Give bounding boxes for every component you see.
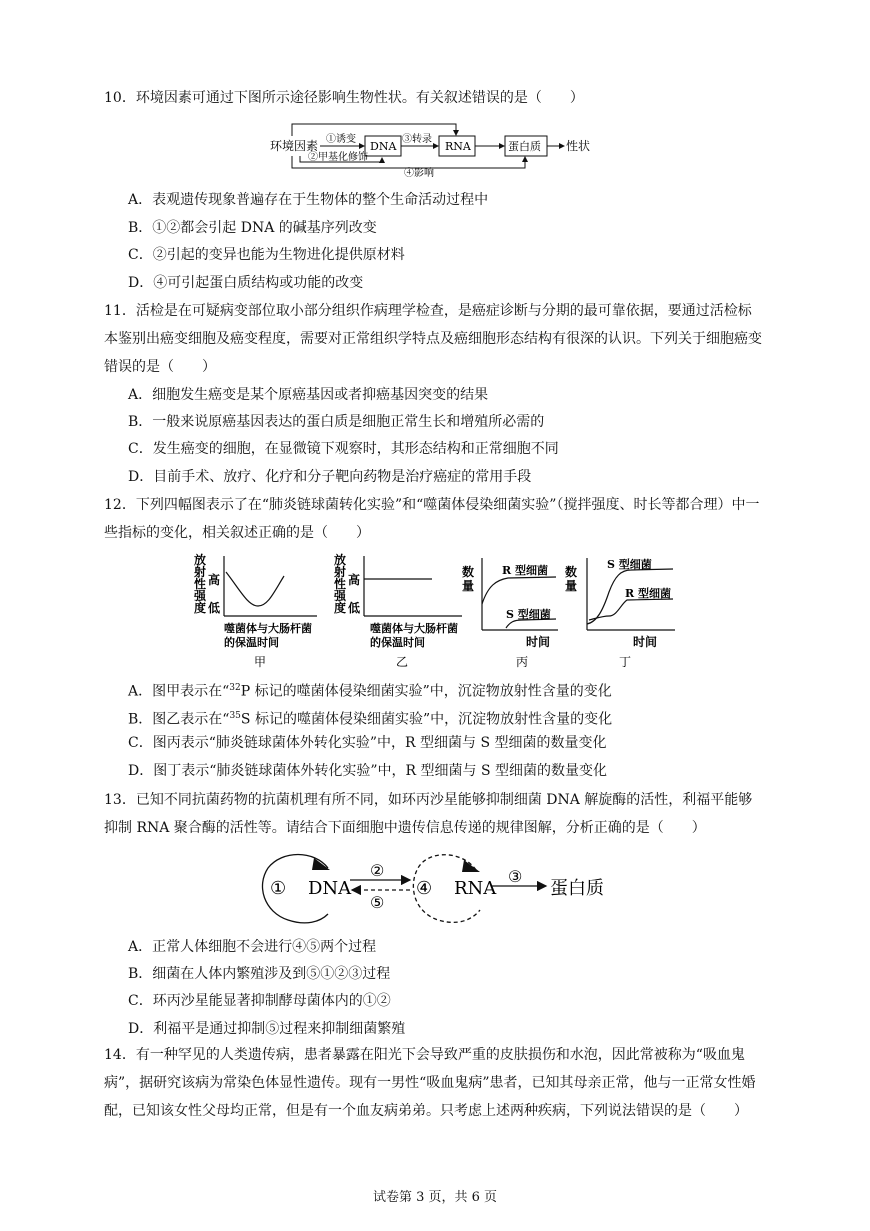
graph-b-high: 高 bbox=[348, 573, 361, 587]
q12-option-b-pre: B．图乙表示在“ bbox=[128, 711, 230, 728]
q10-option-d: D．④可引起蛋白质结构或功能的改变 bbox=[128, 275, 364, 291]
graph-d-ylabel-1: 数 bbox=[565, 565, 578, 579]
q12-option-b-sup: 35 bbox=[229, 711, 241, 721]
protein-label: 蛋白质 bbox=[508, 140, 541, 153]
graph-c-ylabel-2: 量 bbox=[462, 579, 475, 593]
label-transcription: ③转录 bbox=[402, 134, 432, 145]
graph-a-curve bbox=[226, 572, 284, 606]
q12-option-b-post: S 标记的噬菌体侵染细菌实验”中，沉淀物放射性含量的变化 bbox=[240, 711, 613, 728]
trait-label: 性状 bbox=[566, 139, 591, 153]
graph-d-ylabel-2: 量 bbox=[565, 579, 578, 593]
graph-a-xlabel-1: 噬菌体与大肠杆菌 bbox=[224, 622, 312, 635]
q14-stem: 14．有一种罕见的人类遗传病，患者暴露在阳光下会导致严重的皮肤损伤和水泡，因此常被称为“吸血鬼病”，据研究该病为常染色体显性遗传。现有一男性“吸血鬼病”患者，已知其母亲正常，他与一正常女性婚配，已知该女性父母均正常，但是有一个血友病弟弟。只考虑上述两种疾病，下列说法错误的是（ ） bbox=[104, 1047, 756, 1119]
graph-c-name: 丙 bbox=[516, 655, 529, 669]
graph-b-ylabel-3: 性 bbox=[334, 577, 347, 591]
q10-stem: 10．环境因素可通过下图所示途径影响生物性状。有关叙述错误的是（ ） bbox=[104, 90, 584, 106]
env-label: 环境因素 bbox=[270, 139, 319, 153]
graph-a bbox=[192, 552, 322, 670]
dna-label: DNA bbox=[370, 140, 397, 153]
graph-a-ylabel-4: 强 bbox=[194, 589, 207, 603]
graph-c-r-curve bbox=[482, 577, 556, 604]
q12-option-b bbox=[128, 706, 612, 730]
graph-c-r-label: R 型细菌 bbox=[502, 564, 548, 577]
q11-option-c: C．发生癌变的细胞，在显微镜下观察时，其形态结构和正常细胞不同 bbox=[128, 441, 559, 457]
rna-label: RNA bbox=[445, 140, 471, 153]
graph-a-ylabel-5: 度 bbox=[194, 601, 207, 615]
graph-b-xlabel-1: 噬菌体与大肠杆菌 bbox=[370, 622, 458, 635]
graph-d-name: 丁 bbox=[619, 655, 632, 669]
graph-c bbox=[462, 552, 562, 670]
dna-text: DNA bbox=[308, 878, 352, 899]
graph-b-low: 低 bbox=[348, 601, 361, 615]
rna-replication-arrowhead bbox=[462, 860, 480, 872]
q11-option-b: B．一般来说原癌基因表达的蛋白质是细胞正常生长和增殖所必需的 bbox=[128, 414, 545, 430]
graph-a-high: 高 bbox=[208, 573, 221, 587]
label-n1: ① bbox=[270, 878, 287, 899]
label-mutation: ①诱变 bbox=[326, 134, 356, 145]
graph-b-xlabel-2: 的保温时间 bbox=[370, 636, 425, 649]
q10-diagram bbox=[270, 118, 600, 178]
label-influence: ④影响 bbox=[404, 168, 434, 178]
graph-c-ylabel-1: 数 bbox=[462, 565, 475, 579]
label-n3: ③ bbox=[508, 867, 523, 886]
label-n2: ② bbox=[370, 861, 385, 880]
graph-b-name: 乙 bbox=[396, 655, 409, 669]
graph-a-ylabel-2: 射 bbox=[194, 565, 207, 579]
graph-b-ylabel-1: 放 bbox=[334, 553, 347, 567]
q13-stem: 13．已知不同抗菌药物的抗菌机理有所不同，如环丙沙星能够抑制细菌 DNA 解旋酶的活性，利福平能够抑制 RNA 聚合酶的活性等。请结合下面细胞中遗传信息传递的规律图解，分析正确的是（ ） bbox=[104, 792, 753, 836]
graph-a-ylabel-3: 性 bbox=[194, 577, 207, 591]
graph-a-low: 低 bbox=[208, 601, 221, 615]
q12-option-c: C．图丙表示“肺炎链球菌体外转化实验”中，R 型细菌与 S 型细菌的数量变化 bbox=[128, 735, 607, 751]
graph-d-r-label: R 型细菌 bbox=[625, 587, 671, 600]
replication-arrowhead bbox=[312, 858, 330, 870]
graph-d-xlabel: 时间 bbox=[633, 635, 658, 649]
q13-option-d: D．利福平是通过抑制⑤过程来抑制细菌繁殖 bbox=[128, 1021, 406, 1037]
q13-option-c: C．环丙沙星能显著抑制酵母菌体内的①② bbox=[128, 993, 391, 1009]
rna-text: RNA bbox=[454, 878, 497, 899]
page-footer: 试卷第 3 页，共 6 页 bbox=[372, 1190, 498, 1205]
q10-option-a: A．表观遗传现象普遍存在于生物体的整个生命活动过程中 bbox=[128, 192, 489, 208]
q10-option-c: C．②引起的变异也能为生物进化提供原材料 bbox=[128, 247, 405, 263]
q11-option-a: A．细胞发生癌变是某个原癌基因或者抑癌基因突变的结果 bbox=[128, 387, 489, 403]
label-methylation: ②甲基化修饰 bbox=[308, 152, 368, 163]
graph-a-name: 甲 bbox=[254, 655, 267, 669]
q12-option-a-pre: A．图甲表示在“ bbox=[128, 683, 230, 700]
graph-a-xlabel-2: 的保温时间 bbox=[224, 636, 279, 649]
q12-stem: 12．下列四幅图表示了在“肺炎链球菌转化实验”和“噬菌体侵染细菌实验”（搅拌强度、时长等都合理）中一些指标的变化，相关叙述正确的是（ ） bbox=[104, 497, 760, 541]
label-n5: ⑤ bbox=[370, 893, 385, 912]
q12-option-a bbox=[128, 678, 612, 702]
graph-d bbox=[563, 552, 683, 670]
graph-d-s-label: S 型细菌 bbox=[607, 558, 652, 571]
q13-diagram bbox=[258, 846, 628, 930]
graph-c-xlabel: 时间 bbox=[526, 635, 551, 649]
graph-a-ylabel-1: 放 bbox=[194, 553, 207, 567]
label-n4: ④ bbox=[416, 878, 433, 899]
q11-option-d: D．目前手术、放疗、化疗和分子靶向药物是治疗癌症的常用手段 bbox=[128, 469, 532, 485]
q12-option-a-post: P 标记的噬菌体侵染细菌实验”中，沉淀物放射性含量的变化 bbox=[240, 683, 612, 700]
graph-b-ylabel-2: 射 bbox=[334, 565, 347, 579]
graph-b bbox=[332, 552, 468, 670]
q10-option-b: B．①②都会引起 DNA 的碱基序列改变 bbox=[128, 220, 377, 236]
q13-option-a: A．正常人体细胞不会进行④⑤两个过程 bbox=[128, 939, 377, 955]
graph-b-ylabel-5: 度 bbox=[334, 601, 347, 615]
q13-option-b: B．细菌在人体内繁殖涉及到⑤①②③过程 bbox=[128, 966, 391, 982]
q12-option-a-sup: 32 bbox=[229, 683, 241, 693]
graph-c-s-label: S 型细菌 bbox=[506, 608, 551, 621]
graph-b-ylabel-4: 强 bbox=[334, 589, 347, 603]
q11-stem: 11．活检是在可疑病变部位取小部分组织作病理学检查，是癌症诊断与分期的最可靠依据，要通过活检标本鉴别出癌变细胞及癌变程度，需要对正常组织学特点及癌细胞形态结构有很深的认识。下列关于细胞癌变错误的是（ ） bbox=[104, 303, 762, 375]
protein-text: 蛋白质 bbox=[550, 878, 604, 899]
q12-option-d: D．图丁表示“肺炎链球菌体外转化实验”中，R 型细菌与 S 型细菌的数量变化 bbox=[128, 763, 608, 779]
